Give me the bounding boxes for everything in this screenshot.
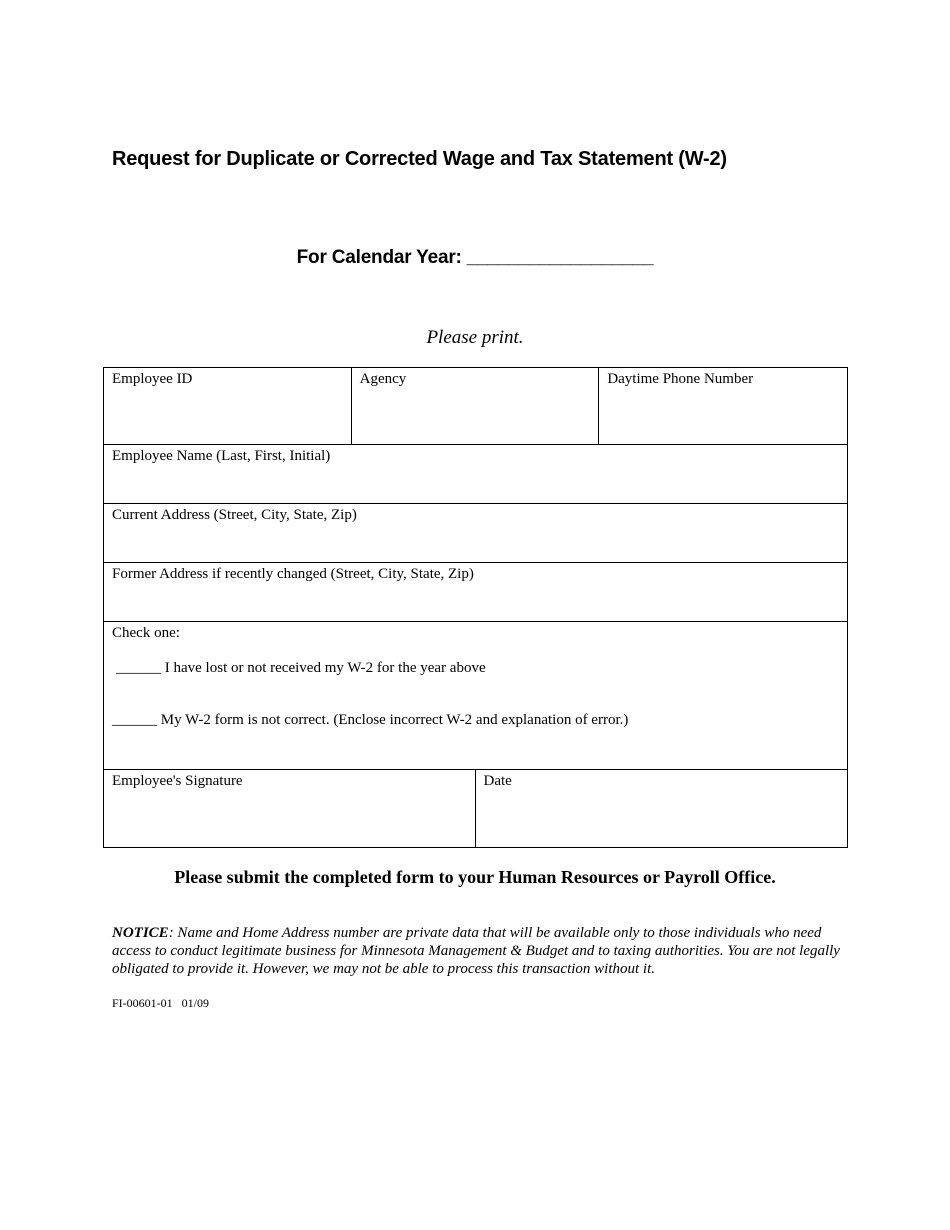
agency-field[interactable]	[352, 368, 600, 444]
check-one-section	[104, 622, 847, 769]
form-number: FI-00601-01 01/09	[112, 996, 209, 1010]
agency-label: Agency	[359, 371, 407, 387]
daytime-phone-label: Daytime Phone Number	[607, 371, 754, 387]
option-incorrect-w2[interactable]: ______ My W-2 form is not correct. (Enclose incorrect W-2 and explanation of error.)	[112, 712, 629, 728]
employee-signature-field[interactable]	[104, 770, 476, 847]
former-address-field[interactable]	[104, 563, 847, 621]
option-lost-w2[interactable]: ______ I have lost or not received my W-2 for the year above	[116, 660, 486, 676]
form-title: Request for Duplicate or Corrected Wage and Tax Statement (W-2)	[112, 148, 727, 170]
check-one-row	[104, 622, 847, 770]
employee-signature-label: Employee's Signature	[112, 773, 243, 789]
signature-date-row	[104, 770, 847, 847]
calendar-year-line: For Calendar Year: __________________	[296, 247, 654, 268]
current-address-label: Current Address (Street, City, State, Zip)	[112, 507, 357, 523]
print-instruction: Please print.	[426, 327, 524, 348]
employee-id-field[interactable]	[104, 368, 352, 444]
employee-name-row	[104, 445, 847, 504]
employee-name-label: Employee Name (Last, First, Initial)	[112, 448, 331, 464]
former-address-label: Former Address if recently changed (Street, City, State, Zip)	[112, 566, 474, 582]
former-address-row	[104, 563, 847, 622]
date-field[interactable]	[476, 770, 848, 847]
employee-id-label: Employee ID	[112, 371, 193, 387]
notice-text: : Name and Home Address number are private data that will be available only to those individuals who need access to conduct legitimate business for Minnesota Management & Budget and to taxing authorities. You are not legally obligated to provide it. However, we may not be able to process this transaction without it.	[112, 925, 840, 977]
current-address-row	[104, 504, 847, 563]
privacy-notice	[112, 924, 842, 978]
notice-label: NOTICE	[112, 925, 169, 941]
employee-name-field[interactable]	[104, 445, 847, 503]
current-address-field[interactable]	[104, 504, 847, 562]
check-one-label: Check one:	[112, 625, 180, 641]
daytime-phone-field[interactable]	[599, 368, 847, 444]
date-label: Date	[483, 773, 512, 789]
id-agency-phone-row	[104, 368, 847, 445]
submit-instruction: Please submit the completed form to your Human Resources or Payroll Office.	[174, 867, 776, 887]
request-form-table	[103, 367, 848, 848]
